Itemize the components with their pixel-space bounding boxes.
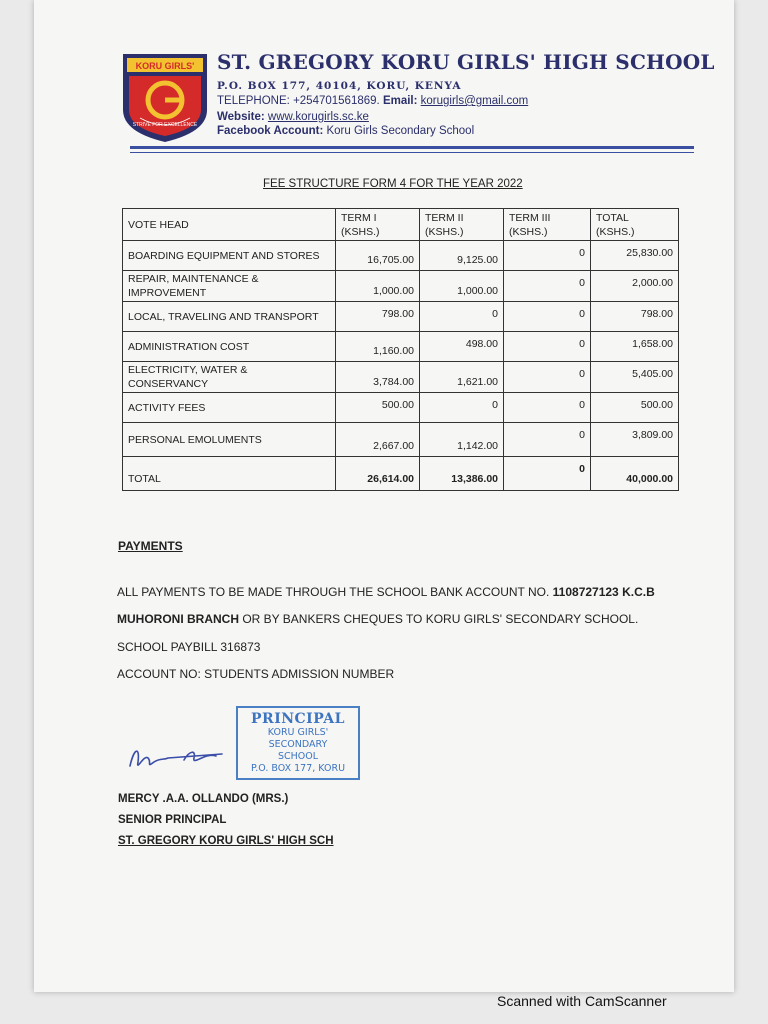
- total-label-cell: TOTAL: [123, 457, 336, 491]
- telephone-label: TELEPHONE:: [217, 95, 290, 107]
- letterhead-rule: [130, 146, 694, 149]
- letterhead-rule-thin: [130, 152, 694, 153]
- logo-top-text: KORU GIRLS': [135, 61, 195, 71]
- fee-structure-table: [122, 208, 679, 491]
- total-cell: 5,405.00: [591, 362, 679, 393]
- term1-cell: 500.00: [336, 393, 420, 423]
- header-label: VOTE HEAD: [128, 218, 189, 231]
- table-row: [123, 302, 679, 332]
- term2-cell: 9,125.00: [420, 241, 504, 271]
- facebook-label: Facebook Account:: [217, 125, 324, 137]
- website-label: Website:: [217, 111, 265, 123]
- website-url: www.korugirls.sc.ke: [267, 111, 369, 123]
- stamp-line-3: P.O. BOX 177, KORU: [250, 763, 346, 774]
- term2-cell: 498.00: [420, 332, 504, 362]
- term2-cell: 0: [420, 393, 504, 423]
- school-paybill: SCHOOL PAYBILL 316873: [117, 640, 261, 654]
- term2-cell: 1,000.00: [420, 271, 504, 302]
- telephone-email-line: [217, 95, 528, 107]
- vote-head-cell: ADMINISTRATION COST: [123, 332, 336, 362]
- table-row: [123, 241, 679, 271]
- telephone-number: +254701561869.: [293, 95, 380, 107]
- term1-cell: 3,784.00: [336, 362, 420, 393]
- handwritten-signature: [124, 736, 234, 780]
- term1-cell: 2,667.00: [336, 423, 420, 457]
- term3-cell: 0: [504, 271, 591, 302]
- term1-total-cell: 26,614.00: [336, 457, 420, 491]
- email-label: Email:: [382, 95, 418, 107]
- header-vote-head: [123, 209, 336, 241]
- total-cell: 500.00: [591, 393, 679, 423]
- header-unit: (KSHS.): [425, 226, 464, 238]
- term2-total-cell: 13,386.00: [420, 457, 504, 491]
- email-address: korugirls@gmail.com: [420, 95, 529, 107]
- term3-cell: 0: [504, 393, 591, 423]
- grand-total-cell: 40,000.00: [591, 457, 679, 491]
- school-crest-logo: [120, 52, 210, 144]
- payments-heading: PAYMENTS: [118, 539, 183, 553]
- total-cell: 1,658.00: [591, 332, 679, 362]
- total-cell: 798.00: [591, 302, 679, 332]
- website-line: [217, 111, 369, 123]
- vote-head-cell: BOARDING EQUIPMENT AND STORES: [123, 241, 336, 271]
- total-cell: 3,809.00: [591, 423, 679, 457]
- table-row: [123, 332, 679, 362]
- table-row: [123, 271, 679, 302]
- term3-cell: 0: [504, 302, 591, 332]
- account-number-instruction: ACCOUNT NO: STUDENTS ADMISSION NUMBER: [117, 667, 395, 681]
- header-label: TERM I: [341, 212, 377, 224]
- vote-head-cell: ACTIVITY FEES: [123, 393, 336, 423]
- total-row: [123, 457, 679, 491]
- school-address: P.O. BOX 177, 40104, KORU, KENYA: [217, 80, 462, 92]
- vote-head-cell: LOCAL, TRAVELING AND TRANSPORT: [123, 302, 336, 332]
- payments-line-1-text: ALL PAYMENTS TO BE MADE THROUGH THE SCHOOL BANK ACCOUNT NO.: [117, 585, 553, 599]
- stamp-line-1: KORU GIRLS' SECONDARY: [267, 727, 329, 750]
- term1-cell: 798.00: [336, 302, 420, 332]
- table-row: [123, 423, 679, 457]
- term1-cell: 16,705.00: [336, 241, 420, 271]
- signatory-name: MERCY .A.A. OLLANDO (MRS.): [118, 793, 289, 805]
- header-term3: [504, 209, 591, 241]
- school-name: ST. GREGORY KORU GIRLS' HIGH SCHOOL: [217, 50, 715, 74]
- term2-cell: 0: [420, 302, 504, 332]
- header-label: TOTAL: [596, 212, 629, 224]
- term3-cell: 0: [504, 332, 591, 362]
- fee-structure-title: FEE STRUCTURE FORM 4 FOR THE YEAR 2022: [263, 178, 523, 190]
- header-unit: (KSHS.): [509, 226, 548, 238]
- stamp-line-2: SCHOOL: [277, 751, 319, 762]
- term2-cell: 1,142.00: [420, 423, 504, 457]
- payments-line-2-text: OR BY BANKERS CHEQUES TO KORU GIRLS' SECONDARY SCHOOL.: [239, 612, 639, 626]
- term3-total-cell: 0: [504, 457, 591, 491]
- signatory-school: ST. GREGORY KORU GIRLS' HIGH SCH: [118, 835, 334, 847]
- term3-cell: 0: [504, 362, 591, 393]
- header-term1: [336, 209, 420, 241]
- payments-line-1: [117, 585, 655, 599]
- header-unit: (KSHS.): [596, 226, 635, 238]
- header-label: TERM III: [509, 212, 551, 224]
- signatory-title: SENIOR PRINCIPAL: [118, 814, 227, 826]
- vote-head-cell: ELECTRICITY, WATER & CONSERVANCY: [123, 362, 336, 393]
- payments-line-2: [117, 612, 638, 626]
- bank-branch: MUHORONI BRANCH: [117, 612, 239, 626]
- header-total: [591, 209, 679, 241]
- vote-head-cell: REPAIR, MAINTENANCE & IMPROVEMENT: [123, 271, 336, 302]
- header-term2: [420, 209, 504, 241]
- facebook-line: [217, 125, 474, 137]
- term2-cell: 1,621.00: [420, 362, 504, 393]
- logo-motto: STRIVE FOR EXCELLENCE: [132, 122, 198, 128]
- total-cell: 2,000.00: [591, 271, 679, 302]
- facebook-account: Koru Girls Secondary School: [326, 125, 475, 137]
- term1-cell: 1,160.00: [336, 332, 420, 362]
- table-header-row: [123, 209, 679, 241]
- principal-stamp: [236, 706, 360, 780]
- stamp-title: PRINCIPAL: [251, 711, 345, 727]
- term1-cell: 1,000.00: [336, 271, 420, 302]
- bank-account-number: 1108727123 K.C.B: [552, 585, 655, 599]
- camscanner-watermark: Scanned with CamScanner: [497, 993, 667, 1009]
- total-cell: 25,830.00: [591, 241, 679, 271]
- table-row: [123, 393, 679, 423]
- header-label: TERM II: [425, 212, 464, 224]
- header-unit: (KSHS.): [341, 226, 380, 238]
- table-row: [123, 362, 679, 393]
- vote-head-cell: PERSONAL EMOLUMENTS: [123, 423, 336, 457]
- term3-cell: 0: [504, 423, 591, 457]
- term3-cell: 0: [504, 241, 591, 271]
